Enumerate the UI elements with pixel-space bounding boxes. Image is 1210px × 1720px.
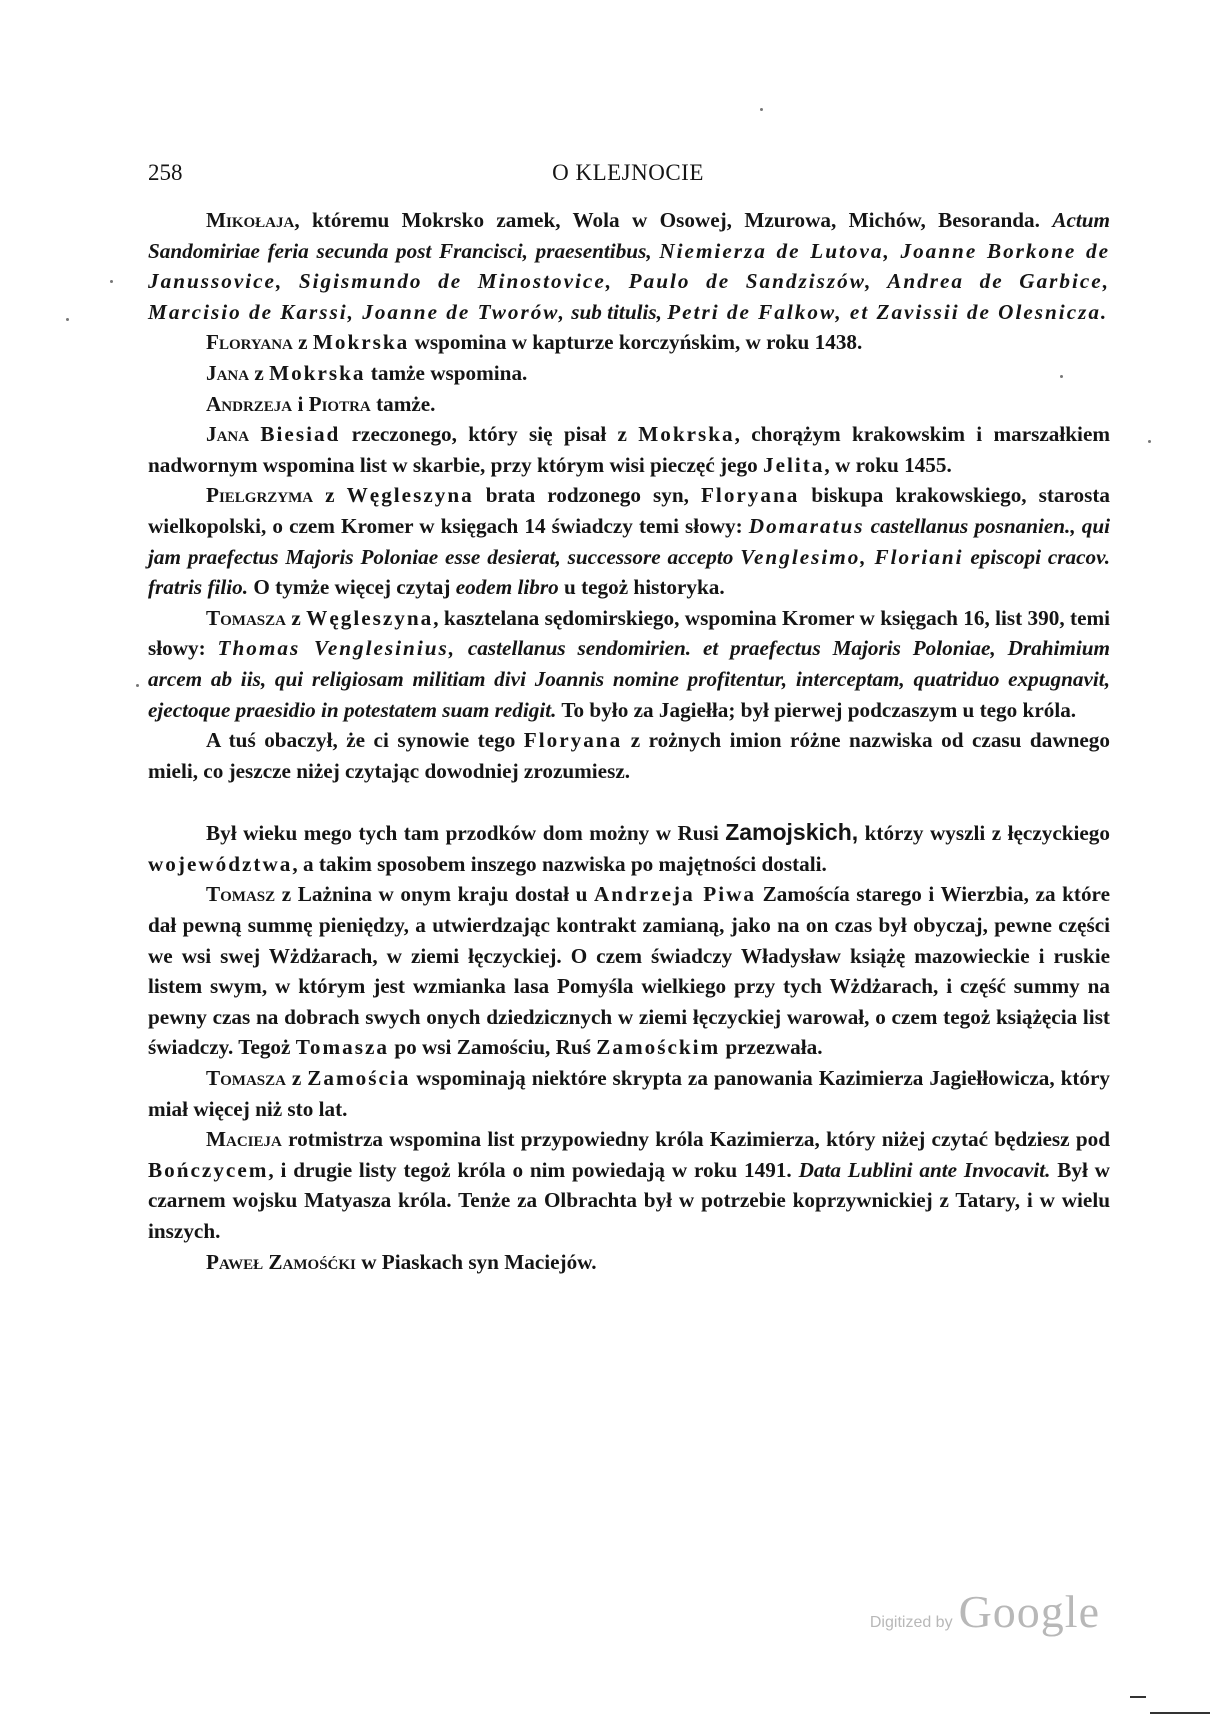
text-run: z (292, 330, 313, 355)
text-run: brata rodzonego syn, (473, 483, 701, 508)
latin-text: castellanus sendomirien. et praefectus Majoris Poloniae, Drahimium arcem ab iis, qui religiosam militiam divi Joannis nomine profitentur, interceptam, quatriduo expugnavit, ejectoque praesidio in potestatem suam redigit. (148, 636, 1111, 722)
text-run: , kasztelana sędomirskiego, wspomina Kromer w księgach 16, list 390, temi słowy: (148, 605, 1111, 661)
name-small-caps: Macieja (206, 1127, 282, 1152)
text-run: tamże wspomina. (365, 360, 528, 385)
running-head: O KLEJNOCIE (552, 160, 704, 185)
name-small-caps: Tomasza (206, 605, 286, 630)
paragraph-zamojskich (148, 817, 1110, 879)
place-name: Węgleszyna (346, 483, 474, 508)
place-name: województwa (148, 851, 293, 876)
text-run: To było za Jagiełła; był pierwej podczaszym u tego króla. (556, 697, 1077, 722)
text-run: rotmistrza wspomina list przypowiedny króla Kazimierza, który niżej czytać będziesz pod (281, 1127, 1110, 1152)
text-run: , chorążym krakowskim i marszałkiem nadwornym wspomina list w skarbie, przy którym wisi pieczęć jego (148, 422, 1110, 477)
paragraph-tomasza-kasztelana (148, 603, 1110, 725)
text-run: z (285, 605, 307, 630)
text-run: tamże. (370, 391, 436, 416)
place-name: Mokrska (312, 330, 410, 355)
text-run: A tuś obaczył, że ci synowie tego (206, 728, 524, 753)
latin-names: Niemierza de Lutova, Joanne Borkone de Janussovice, Sigismundo de Minostovice, Paulo de Sandziszów, Andrea de Garbice, Marcisio de Karssi, Joanne de Tworów, (148, 238, 1111, 324)
text-run: rzeczonego, który się pisał z (340, 422, 639, 447)
text-run: po wsi Zamościu, Ruś (389, 1035, 597, 1060)
text-run: z (285, 1066, 308, 1091)
latin-text: episcopi cracov. (970, 544, 1111, 569)
scan-speck (136, 684, 139, 687)
paragraph-floryana (148, 327, 1110, 358)
digitized-watermark (870, 1585, 1100, 1638)
place-name: Mokrska (269, 360, 366, 385)
scan-mark (1130, 1696, 1146, 1698)
person-name: Tomasza (295, 1035, 390, 1060)
latin-text: castellanus posnanien., qui jam praefectus Majoris Poloniae esse desierat, successore accepto (148, 513, 1110, 569)
name-small-caps: Jana (206, 360, 250, 385)
latin-names: Petri de Falkow, et Zavissii de Olesnicza. (667, 299, 1109, 324)
page-number: 258 (148, 160, 183, 185)
text-run: przezwała. (720, 1035, 823, 1060)
text-run: którzy wyszli z (858, 821, 1008, 846)
text-run: z rożnych imion różne nazwiska od czasu dawnego mieli, co jeszcze niżej czytając dowodniej zrozumiesz. (148, 728, 1110, 783)
latin-text: sub titulis, (571, 299, 662, 324)
name-small-caps: Tomasz (206, 882, 276, 907)
family-name: Zamośckim (596, 1035, 721, 1060)
paragraph-jana (148, 358, 1110, 389)
place-name: Mokrska (638, 422, 735, 447)
latin-names: Thomas Venglesinius, (217, 636, 457, 661)
text-run: Był w czarnem wojsku Matyasza króla. Tenże za Olbrachta był w potrzebie koprzywnickiej z Tatary, i w wielu inszych. (148, 1157, 1110, 1243)
text-run: O tymże więcej czytaj (248, 575, 456, 600)
text-run: wspomina w kapturze korczyńskim, w roku 1438. (409, 330, 863, 355)
paragraph-mikolaja (148, 205, 1110, 327)
latin-names: Venglesimo, (740, 544, 868, 569)
person-name: Floryana (523, 728, 623, 753)
text-run: łęczyckiego (1007, 821, 1110, 846)
name-small-caps: Piotra (308, 391, 371, 416)
latin-names: Floriani (874, 544, 964, 569)
paragraph-andrzeja (148, 389, 1110, 420)
digitized-by-label: Digitized by (869, 1614, 953, 1631)
page-header (148, 160, 1108, 200)
coat-of-arms-name: Jelita (763, 452, 825, 477)
scan-speck (1148, 440, 1151, 443)
coat-of-arms-name: Bończycem (148, 1157, 269, 1182)
person-name: Andrzeja Piwa (593, 882, 756, 907)
text-run: , i drugie listy tegoż króla o nim powiedają w roku 1491. (268, 1157, 799, 1182)
name-small-caps: Floryana (206, 330, 293, 355)
body-text (148, 205, 1110, 1277)
name-small-caps: Jana (206, 422, 250, 447)
place-name: Węgleszyna (306, 605, 434, 630)
name-small-caps: Tomasza (206, 1066, 286, 1091)
text-run: , któremu Mokrsko zamek, Wola w Osowej, Mzurowa, Michów, Besoranda. (294, 208, 1053, 232)
paragraph-tomasza-zamoscia (148, 1063, 1110, 1124)
scan-speck (66, 318, 69, 321)
text-run: i (292, 391, 309, 416)
scan-speck (1060, 375, 1063, 378)
text-run: z Lażnina w onym kraju dostał u (275, 882, 594, 907)
text-run: w Piaskach syn Maciejów. (355, 1249, 597, 1274)
person-name: Biesiad (260, 422, 341, 447)
paragraph-macieja (148, 1124, 1110, 1246)
text-run: Był wieku mego tych tam przodków dom możny w Rusi (206, 821, 726, 846)
scan-speck (760, 108, 763, 111)
place-name: Zamościa (307, 1066, 411, 1091)
text-run: z (249, 360, 270, 385)
paragraph-a-tus (148, 725, 1110, 786)
text-run: u tegoż historyka. (558, 575, 725, 600)
text-run: z (313, 483, 347, 508)
name-small-caps: Paweł Zamośćki (206, 1249, 356, 1274)
text-run: , w roku 1455. (824, 452, 952, 477)
latin-text: Actum Sandomiriae feria secunda post Francisci, praesentibus, (148, 208, 1110, 263)
latin-text: Data Lublini ante Invocavit. (798, 1157, 1051, 1182)
paragraph-pawel (148, 1247, 1110, 1278)
paragraph-pielgrzyma (148, 480, 1110, 602)
google-logo: Google (958, 1586, 1100, 1637)
scan-mark (1150, 1712, 1210, 1714)
latin-text: eodem libro (455, 575, 559, 600)
name-small-caps: Andrzeja (206, 391, 293, 416)
text-run: Zamoścía starego i Wierzbia, za które dał pewną summę pieniędzy, a utwierdzając kontrakt zamianą, jako na on czas był obyczaj, pewne części we wsi swej Wżdżarach, w ziemi łęczyckiej. O czem świadczy Władysław książę mazowieckie i ruskie listem swym, w którym jest wzmianka lasa Pomyśla wielkiego przy tych Wżdżarach, i część summy na pewny czas na dobrach swych onych dziedzicznych w ziemi łęczyckiej warował, o czem tegoż książęcia list świadczy. Tegoż (148, 882, 1110, 1060)
scan-speck (110, 280, 113, 283)
latin-names: Domaratus (748, 513, 865, 538)
text-run: wspominają niektóre skrypta za panowania Kazimierza Jagiełłowicza, który miał więcej niż sto lat. (148, 1066, 1111, 1121)
text-run: , a takim sposobem inszego nazwiska po majętności dostali. (292, 851, 827, 876)
person-name: Floryana (700, 483, 800, 508)
text-run: biskupa krakowskiego, starosta wielkopolski, o czem Kromer w księgach 14 świadczy temi słowy: (148, 483, 1111, 538)
paragraph-tomasz (148, 879, 1110, 1063)
name-small-caps: Mikołaja (206, 208, 295, 232)
name-small-caps: Pielgrzyma (206, 483, 314, 508)
latin-text: fratris filio. (148, 575, 249, 600)
family-name-bold: Zamojskich, (725, 819, 859, 846)
paragraph-jana-biesiad (148, 419, 1110, 480)
